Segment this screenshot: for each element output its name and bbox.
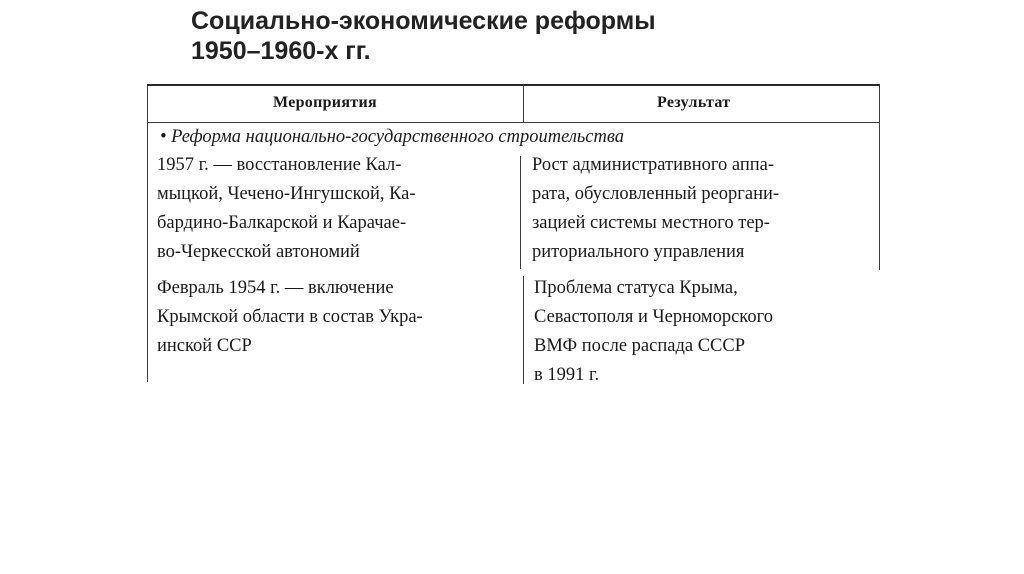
section-heading: • Реформа национально-государственного строительства (160, 127, 625, 147)
table-row-1-measure (157, 151, 416, 267)
text-line: Проблема статуса Крыма, (534, 278, 738, 298)
slide-title-line-1: Социально-экономические реформы (191, 7, 656, 35)
text-line: во-Черкесской автономий (157, 242, 360, 262)
text-line: ВМФ после распада СССР (534, 336, 746, 356)
table-row-2-result (534, 274, 773, 390)
text-line: в 1991 г. (534, 365, 600, 385)
table-column-divider-row-1 (520, 156, 521, 269)
column-header-measures: Мероприятия (273, 94, 377, 111)
table-column-divider-row-2 (523, 276, 524, 384)
column-header-result: Результат (657, 94, 731, 111)
table-row-2-measure (157, 274, 423, 361)
text-line: Рост административного аппа- (532, 155, 775, 175)
slide-title (191, 6, 656, 66)
table-header-divider (523, 86, 524, 122)
text-line: инской ССР (157, 336, 252, 356)
text-line: Крымской области в состав Укра- (157, 307, 423, 327)
table-left-border-body (147, 122, 148, 382)
slide-title-line-2: 1950–1960-х гг. (191, 37, 371, 65)
table-right-border (879, 86, 880, 122)
text-line: риториального управления (532, 242, 745, 262)
table-row-1-result (532, 151, 779, 267)
text-line: зацией системы местного тер- (532, 213, 770, 233)
text-line: бардино-Балкарской и Карачае- (157, 213, 407, 233)
table-header-row (147, 86, 880, 123)
text-line: Севастополя и Черноморского (534, 307, 773, 327)
text-line: мыцкой, Чечено-Ингушской, Ка- (157, 184, 416, 204)
text-line: Февраль 1954 г. — включение (157, 278, 394, 298)
text-line: 1957 г. — восстановление Кал- (157, 155, 402, 175)
text-line: рата, обусловленный реоргани- (532, 184, 780, 204)
table-left-border (147, 86, 148, 122)
table-right-border-body (879, 122, 880, 270)
